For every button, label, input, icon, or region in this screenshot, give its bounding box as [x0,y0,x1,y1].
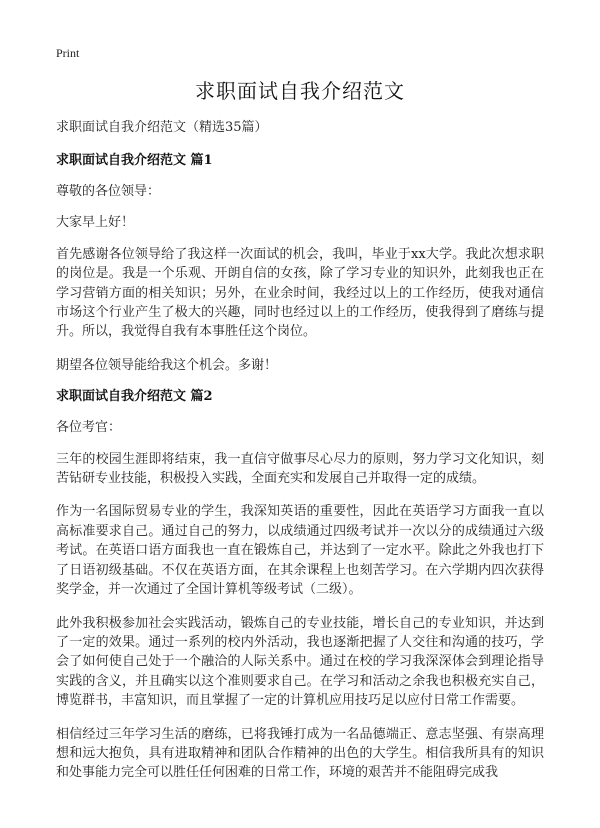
paragraph: 作为一名国际贸易专业的学生，我深知英语的重要性，因此在英语学习方面我一直以高标准要求自己。通过自己的努力，以成绩通过四级考试并一次以分的成绩通过六级考试。在英语口语方面我也一直在锻炼自己，并达到了一定水平。除此之外我也打下了日语初级基础。不仅在英语方面，在其余课程上也刻苦学习。在六学期内四次获得奖学金，并一次通过了全国计算机等级考试（二级）。 [56,504,544,598]
paragraph: 尊敬的各位领导： [56,184,161,199]
paragraph: 相信经过三年学习生活的磨练，已将我锤打成为一名品德端正、意志坚强、有崇高理想和远大抱负，具有进取精神和团队合作精神的出色的大学生。相信我所具有的知识和处事能力完全可以胜任任何困难的日常工作，环境的艰苦并不能阻碍完成我 [56,726,544,781]
paragraph: 大家早上好！ [56,215,135,231]
paragraph: 各位考官： [56,420,122,436]
document-body [56,118,544,797]
document-subtitle: 求职面试自我介绍范文（精选35篇） [56,120,268,135]
print-link[interactable]: Print [56,46,80,60]
section-heading-2: 求职面试自我介绍范文 篇2 [56,389,213,405]
section-heading-1: 求职面试自我介绍范文 篇1 [56,153,213,168]
paragraph: 此外我积极参加社会实践活动，锻炼自己的专业技能，增长自己的专业知识，并达到了一定的效果。通过一系列的校内外活动，我也逐渐把握了人交往和沟通的技巧，学会了如何使自己处于一个融洽的人际关系中。通过在校的学习我深深体会到理论指导实践的含义，并且确实以这个准则要求自己。在学习和活动之余我也积极充实自己，博览群书，丰富知识，而且掌握了一定的计算机应用技巧足以应付日常工作需要。 [56,615,544,709]
paragraph: 三年的校园生涯即将结束，我一直信守做事尽心尽力的原则，努力学习文化知识，刻苦钻研专业技能，积极投入实践，全面充实和发展自己并取得一定的成绩。 [56,451,544,487]
paragraph: 首先感谢各位领导给了我这样一次面试的机会，我叫，毕业于xx大学。我此次想求职的岗位是。我是一个乐观、开朗自信的女孩，除了学习专业的知识外，此刻我也正在学习营销方面的相关知识；另外，在业余时间，我经过以上的工作经历，使我对通信市场这个行业产生了极大的兴趣，同时也经过以上的工作经历，使我得到了磨练与提升。所以，我觉得自我有本事胜任这个岗位。 [56,246,544,340]
page-title: 求职面试自我介绍范文 [195,79,405,103]
paragraph: 期望各位领导能给我这个机会。多谢！ [56,357,278,373]
